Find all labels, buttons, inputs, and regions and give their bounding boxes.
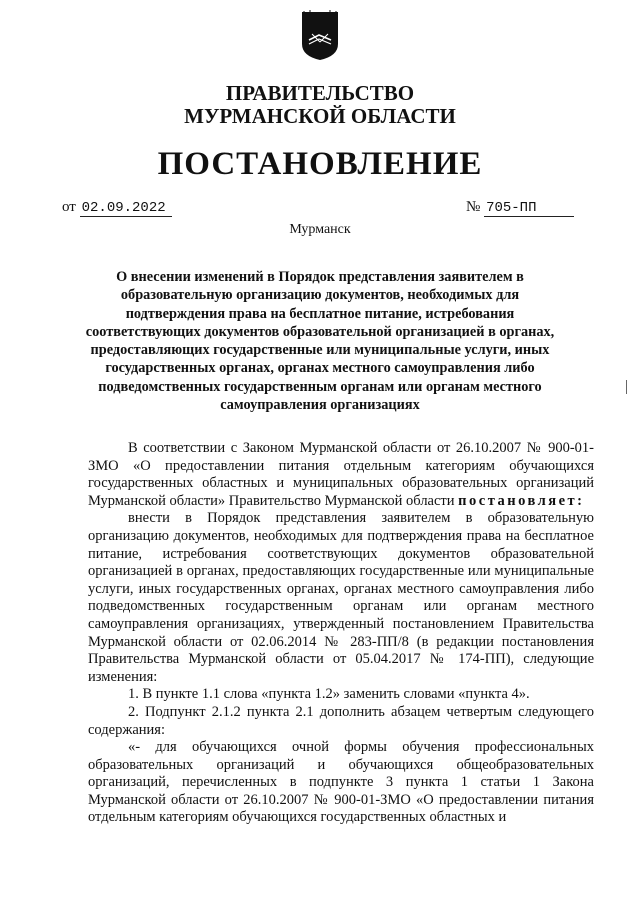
paragraph-preamble bbox=[88, 440, 594, 510]
paragraph-item-2: 2. Подпункт 2.1.2 пункта 2.1 дополнить абзацем четвертым следующего содержания: bbox=[88, 703, 594, 738]
government-title bbox=[0, 82, 640, 128]
document-subject: О внесении изменений в Порядок представления заявителем в образовательную организацию документов, необходимых для подтверждения права на бесплатное питание, истребования соответствующих документов образовательной организацией в органах, предоставляющих государственные или муниципальные услуги, иных государственных органах, органах местного самоуправления либо подведомственных государственным органам или органам местного самоуправления организациях bbox=[85, 269, 555, 414]
paragraph-item-1: 1. В пункте 1.1 слова «пункта 1.2» заменить словами «пункта 4». bbox=[128, 686, 530, 703]
paragraph-amend: внести в Порядок представления заявителем в образовательную организацию документов, необходимых для подтверждения права на бесплатное питание, истребования соответствующих документов образовательной организацией в органах, предоставляющих государственные или муниципальные услуги, иных государственных органах, органах местного самоуправления либо подведомственных государственным органам или органам местного самоуправления организациях, утвержденный постановлением Правительства Мурманской области от 02.06.2014 № 283-ПП/8 (в редакции постановления Правительства Мурманской области от 05.04.2017 № 174-ПП), следующие изменения: bbox=[88, 510, 594, 685]
margin-mark bbox=[626, 380, 630, 394]
document-body bbox=[88, 440, 594, 827]
document-type: ПОСТАНОВЛЕНИЕ bbox=[157, 146, 483, 182]
coat-of-arms-icon bbox=[300, 10, 340, 62]
number-prefix: № bbox=[466, 199, 481, 215]
date-field bbox=[62, 199, 172, 217]
date-prefix: от bbox=[62, 199, 76, 215]
government-line-1: ПРАВИТЕЛЬСТВО bbox=[225, 81, 415, 105]
preamble-text: В соответствии с Законом Мурманской области от 26.10.2007 № 900-01-ЗМО «О предоставлении питания отдельным категориям обучающихся государственных областных и муниципальных образовательных организаций Мурманской области» Правительство Мурманской области bbox=[88, 440, 594, 509]
date-value: 02.09.2022 bbox=[80, 200, 172, 217]
city: Мурманск bbox=[289, 222, 351, 237]
resolves-keyword: постановляет: bbox=[458, 492, 585, 509]
government-line-2: МУРМАНСКОЙ ОБЛАСТИ bbox=[184, 104, 456, 128]
number-value: 705-ПП bbox=[484, 200, 574, 217]
number-field bbox=[466, 199, 574, 217]
paragraph-quote: «- для обучающихся очной формы обучения профессиональных образовательных организаций и обучающихся общеобразовательных организаций, перечисленных в подпункте 3 пункта 1 статьи 1 Закона Мурманской области от 26.10.2007 № 900-01-ЗМО «О предоставлении питания отдельным категориям обучающихся государственных областных и bbox=[88, 739, 594, 826]
